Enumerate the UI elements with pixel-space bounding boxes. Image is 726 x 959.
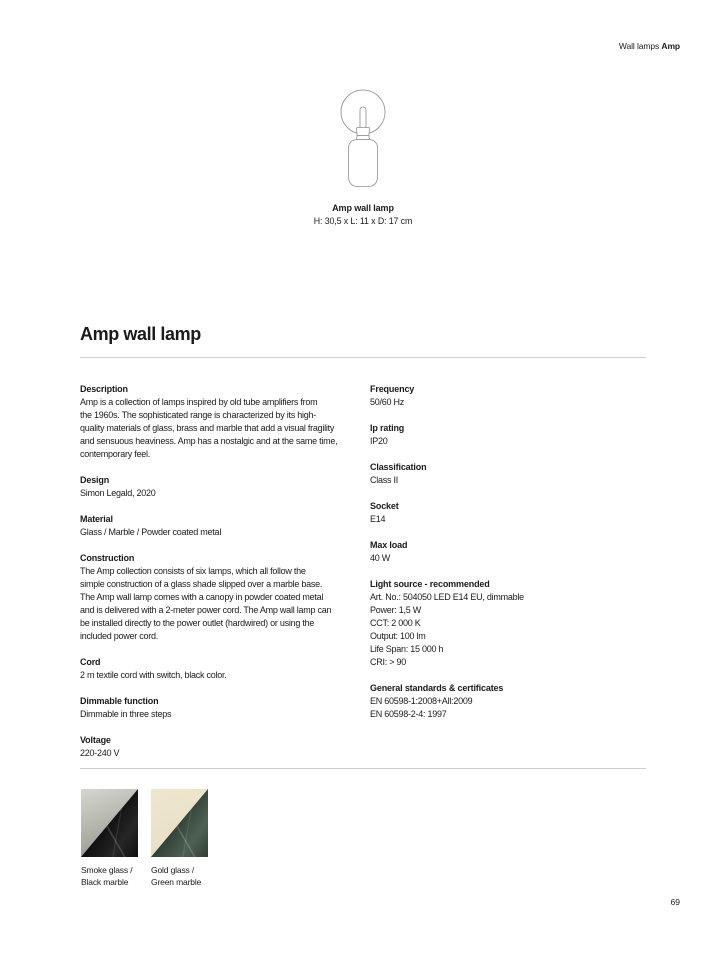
spec-value-line: 40 W — [370, 553, 391, 563]
spec-section — [80, 734, 370, 760]
spec-value-line: included power cord. — [80, 631, 159, 641]
spec-heading: Description — [80, 384, 128, 394]
spec-section — [80, 695, 370, 721]
spec-value-line: Class II — [370, 475, 399, 485]
spec-heading: Max load — [370, 540, 408, 550]
spec-value-line: The Amp collection consists of six lamps, which all follow the — [80, 566, 306, 576]
spec-value-line: Output: 100 lm — [370, 631, 426, 641]
spec-value-line: Amp is a collection of lamps inspired by old tube amplifiers from — [80, 397, 318, 407]
spec-heading: Construction — [80, 553, 135, 563]
swatch-label-line: Smoke glass / — [81, 865, 133, 875]
swatch-label-line: Gold glass / — [151, 865, 195, 875]
lamp-neck — [356, 136, 369, 140]
spec-heading: Voltage — [80, 735, 111, 745]
swatch-image — [81, 789, 138, 857]
lamp-illustration-icon — [328, 84, 398, 194]
spec-heading: Ip rating — [370, 423, 405, 433]
spec-value-line: EN 60598-1:2008+All:2009 — [370, 696, 473, 706]
product-figure — [0, 84, 726, 226]
spec-section — [370, 539, 646, 565]
breadcrumb-product: Amp — [661, 41, 680, 51]
spec-section — [80, 513, 370, 539]
spec-heading: Cord — [80, 657, 101, 667]
spec-value-line: 50/60 Hz — [370, 397, 405, 407]
spec-section — [80, 552, 370, 643]
lamp-socket — [356, 128, 369, 136]
spec-value-line: Dimmable in three steps — [80, 709, 172, 719]
figure-dimensions: H: 30,5 x L: 11 x D: 17 cm — [313, 216, 413, 226]
swatch-label — [151, 865, 208, 888]
material-swatches — [81, 789, 208, 888]
spec-value-line: 2 m textile cord with switch, black color. — [80, 670, 227, 680]
spec-section — [80, 474, 370, 500]
spec-value-line: 220-240 V — [80, 748, 120, 758]
spec-section — [370, 682, 646, 721]
spec-value-line: Glass / Marble / Powder coated metal — [80, 527, 222, 537]
spec-value-line: EN 60598-2-4: 1997 — [370, 709, 447, 719]
spec-section — [80, 383, 370, 461]
spec-value-line: The Amp wall lamp comes with a canopy in powder coated metal — [80, 592, 324, 602]
spec-value-line: CCT: 2 000 K — [370, 618, 421, 628]
spec-heading: Frequency — [370, 384, 415, 394]
spec-value-line: E14 — [370, 514, 386, 524]
spec-value-line: and sensuous heaviness. Amp has a nostalgic and at the same time, — [80, 436, 338, 446]
spec-heading: Socket — [370, 501, 399, 511]
swatch-label — [81, 865, 138, 888]
variant-swatch — [151, 789, 208, 888]
spec-value-line: Art. No.: 504050 LED E14 EU, dimmable — [370, 592, 524, 602]
spec-heading: Classification — [370, 462, 427, 472]
variant-swatch — [81, 789, 138, 888]
spec-value-line: CRI: > 90 — [370, 657, 407, 667]
spec-value-line: and is delivered with a 2-meter power cord. The Amp wall lamp can — [80, 605, 332, 615]
spec-heading: General standards & certificates — [370, 683, 504, 693]
spec-value-line: Life Span: 15 000 h — [370, 644, 444, 654]
swatch-image — [151, 789, 208, 857]
spec-heading: Design — [80, 475, 110, 485]
title-divider — [80, 357, 646, 358]
spec-section — [370, 461, 646, 487]
lamp-stem — [360, 107, 366, 128]
page-number: 69 — [670, 897, 680, 907]
spec-section — [370, 500, 646, 526]
spec-heading: Light source - recommended — [370, 579, 490, 589]
swatch-label-line: Black marble — [81, 876, 129, 887]
spec-value-line: contemporary feel. — [80, 449, 151, 459]
breadcrumb — [619, 41, 680, 51]
spec-column-right — [370, 383, 646, 773]
spec-heading: Dimmable function — [80, 696, 159, 706]
spec-section — [370, 383, 646, 409]
spec-column-left — [80, 383, 370, 773]
spec-value-line: Simon Legald, 2020 — [80, 488, 156, 498]
spec-heading: Material — [80, 514, 113, 524]
spec-value-line: be installed directly to the power outlet (hardwired) or using the — [80, 618, 315, 628]
spec-value-line: IP20 — [370, 436, 388, 446]
swatch-label-line: Green marble — [151, 876, 202, 887]
spec-section — [80, 656, 370, 682]
spec-value-line: simple construction of a glass shade slipped over a marble base. — [80, 579, 323, 589]
bottom-divider — [80, 768, 646, 769]
page-title: Amp wall lamp — [80, 324, 201, 344]
lamp-shade — [349, 140, 378, 187]
spec-section — [370, 422, 646, 448]
spec-value-line: quality materials of glass, brass and marble that add a visual fragility — [80, 423, 335, 433]
figure-caption: Amp wall lamp — [332, 203, 394, 213]
spec-section — [370, 578, 646, 669]
spec-columns — [80, 383, 646, 773]
breadcrumb-category: Wall lamps — [618, 41, 660, 51]
spec-value-line: Power: 1,5 W — [370, 605, 422, 615]
spec-value-line: the 1960s. The sophisticated range is characterized by its high- — [80, 410, 316, 420]
